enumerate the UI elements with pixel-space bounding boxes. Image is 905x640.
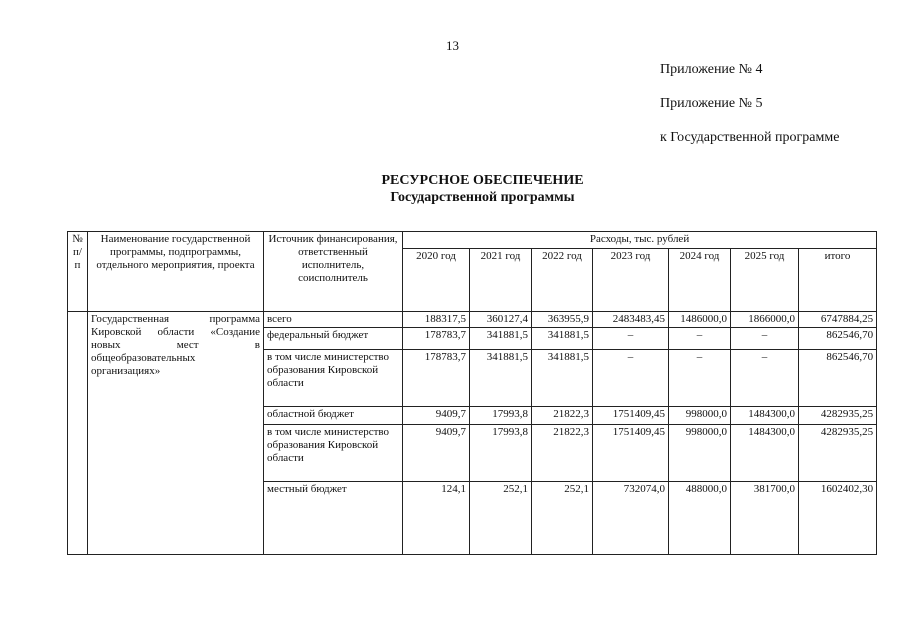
- value-cell: 381700,0: [731, 482, 799, 555]
- value-cell: 17993,8: [470, 425, 532, 482]
- header-total: итого: [799, 249, 877, 312]
- value-cell: –: [731, 328, 799, 350]
- appendix-line-3: к Государственной программе: [660, 130, 840, 145]
- header-name: Наименование государственной программы, подпрограммы, отдельного мероприятия, проекта: [88, 232, 264, 312]
- value-cell: 341881,5: [532, 350, 593, 407]
- value-cell: –: [669, 350, 731, 407]
- value-cell: 178783,7: [403, 328, 470, 350]
- value-cell: 1751409,45: [593, 425, 669, 482]
- value-cell: 1602402,30: [799, 482, 877, 555]
- value-cell: 1866000,0: [731, 312, 799, 328]
- source-cell: областной бюджет: [264, 407, 403, 425]
- value-cell: –: [731, 350, 799, 407]
- value-cell: 4282935,25: [799, 425, 877, 482]
- value-cell: 252,1: [470, 482, 532, 555]
- value-cell: 1484300,0: [731, 425, 799, 482]
- value-cell: 1484300,0: [731, 407, 799, 425]
- value-cell: 998000,0: [669, 425, 731, 482]
- header-row-top: [68, 232, 877, 249]
- value-cell: 124,1: [403, 482, 470, 555]
- value-cell: 9409,7: [403, 407, 470, 425]
- source-cell: местный бюджет: [264, 482, 403, 555]
- header-year: 2025 год: [731, 249, 799, 312]
- source-cell: в том числе министерство образования Кировской области: [264, 350, 403, 407]
- header-num: № п/п: [68, 232, 88, 312]
- header-year: 2024 год: [669, 249, 731, 312]
- table-row: [68, 312, 877, 328]
- appendix-line-1: Приложение № 4: [660, 62, 763, 77]
- value-cell: –: [669, 328, 731, 350]
- value-cell: 862546,70: [799, 350, 877, 407]
- value-cell: 363955,9: [532, 312, 593, 328]
- value-cell: –: [593, 328, 669, 350]
- value-cell: 1486000,0: [669, 312, 731, 328]
- value-cell: 488000,0: [669, 482, 731, 555]
- value-cell: 252,1: [532, 482, 593, 555]
- value-cell: 998000,0: [669, 407, 731, 425]
- value-cell: 360127,4: [470, 312, 532, 328]
- program-name: Государственная программа Кировской области «Создание новых мест в общеобразовательных организациях»: [88, 312, 264, 555]
- value-cell: 2483483,45: [593, 312, 669, 328]
- value-cell: 732074,0: [593, 482, 669, 555]
- header-source: Источник финансирования, ответственный исполнитель, соисполнитель: [264, 232, 403, 312]
- header-year: 2021 год: [470, 249, 532, 312]
- row-num-cell: [68, 312, 88, 555]
- value-cell: 178783,7: [403, 350, 470, 407]
- value-cell: 341881,5: [470, 328, 532, 350]
- value-cell: 21822,3: [532, 425, 593, 482]
- document-title: [0, 172, 905, 206]
- header-year: 2022 год: [532, 249, 593, 312]
- appendix-line-2: Приложение № 5: [660, 96, 763, 111]
- source-cell: в том числе министерство образования Кировской области: [264, 425, 403, 482]
- header-year: 2023 год: [593, 249, 669, 312]
- value-cell: 9409,7: [403, 425, 470, 482]
- resource-table: [67, 231, 877, 555]
- value-cell: 341881,5: [470, 350, 532, 407]
- value-cell: 341881,5: [532, 328, 593, 350]
- value-cell: 1751409,45: [593, 407, 669, 425]
- title-line-1: РЕСУРСНОЕ ОБЕСПЕЧЕНИЕ: [381, 173, 584, 188]
- value-cell: 862546,70: [799, 328, 877, 350]
- source-cell: федеральный бюджет: [264, 328, 403, 350]
- value-cell: 188317,5: [403, 312, 470, 328]
- value-cell: 4282935,25: [799, 407, 877, 425]
- header-year: 2020 год: [403, 249, 470, 312]
- value-cell: 6747884,25: [799, 312, 877, 328]
- title-line-2: Государственной программы: [390, 190, 575, 205]
- source-cell: всего: [264, 312, 403, 328]
- value-cell: –: [593, 350, 669, 407]
- header-expenses: Расходы, тыс. рублей: [403, 232, 877, 249]
- value-cell: 17993,8: [470, 407, 532, 425]
- page-number: 13: [446, 38, 459, 53]
- value-cell: 21822,3: [532, 407, 593, 425]
